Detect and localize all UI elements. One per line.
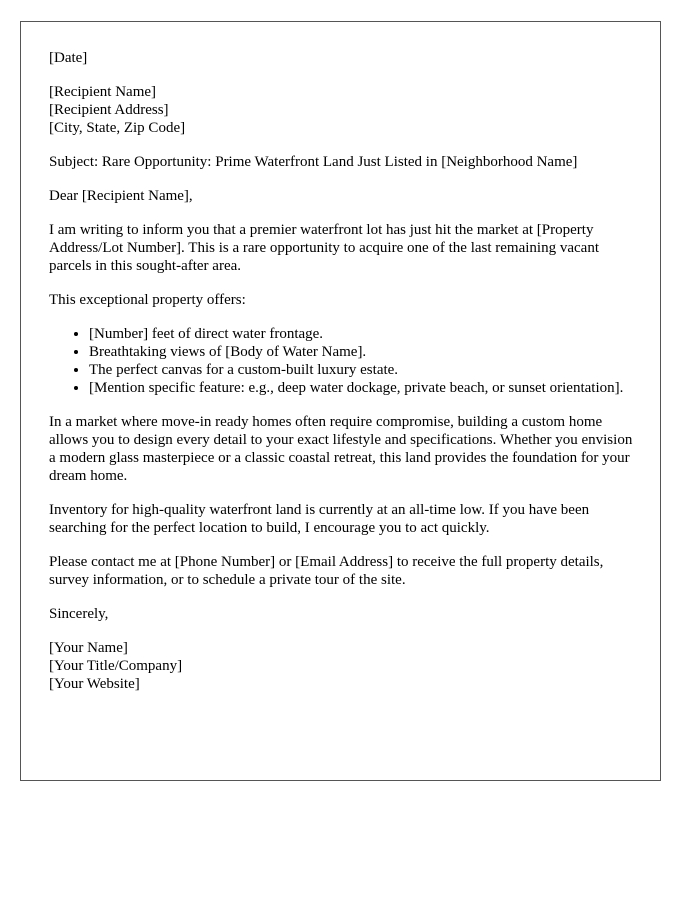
market-paragraph: In a market where move-in ready homes often require compromise, building a custom home allows you to design every detail to your exact lifestyle and specifications. Whether you envision a modern glass masterpiece or a classic coastal retreat, this land provides the foundation for your dream home. [49, 414, 633, 484]
letter-salutation: Dear [Recipient Name], [49, 188, 193, 204]
letter-subject: Subject: Rare Opportunity: Prime Waterfront Land Just Listed in [Neighborhood Name] [49, 154, 578, 170]
feature-list [49, 325, 639, 397]
signature-title-company: [Your Title/Company] [49, 658, 183, 674]
recipient-city-state-zip: [City, State, Zip Code] [49, 120, 186, 136]
letter-date: [Date] [49, 50, 88, 66]
inventory-paragraph: Inventory for high-quality waterfront land is currently at an all-time low. If you have been searching for the perfect location to build, I encourage you to act quickly. [49, 502, 590, 536]
signature-website: [Your Website] [49, 676, 140, 692]
letter-body [49, 49, 639, 709]
recipient-address: [Recipient Address] [49, 102, 169, 118]
signature-name: [Your Name] [49, 640, 128, 656]
intro-paragraph: I am writing to inform you that a premier waterfront lot has just hit the market at [Property Address/Lot Number]. This is a rare opportunity to acquire one of the last remaining vacant parcels in this sought-after area. [49, 222, 599, 274]
feature-item: • Breathtaking views of [Body of Water Name]. [89, 343, 639, 361]
feature-item: • The perfect canvas for a custom-built luxury estate. [89, 361, 639, 379]
signature-block [49, 639, 639, 693]
recipient-name: [Recipient Name] [49, 84, 157, 100]
recipient-block [49, 83, 639, 137]
letter-closing: Sincerely, [49, 606, 109, 622]
offers-lead: This exceptional property offers: [49, 292, 246, 308]
letter-page [20, 21, 661, 781]
feature-item: • [Number] feet of direct water frontage. [89, 325, 639, 343]
contact-paragraph: Please contact me at [Phone Number] or [Email Address] to receive the full property details, survey information, or to schedule a private tour of the site. [49, 554, 604, 588]
feature-item: • [Mention specific feature: e.g., deep water dockage, private beach, or sunset orientation]. [89, 379, 639, 397]
